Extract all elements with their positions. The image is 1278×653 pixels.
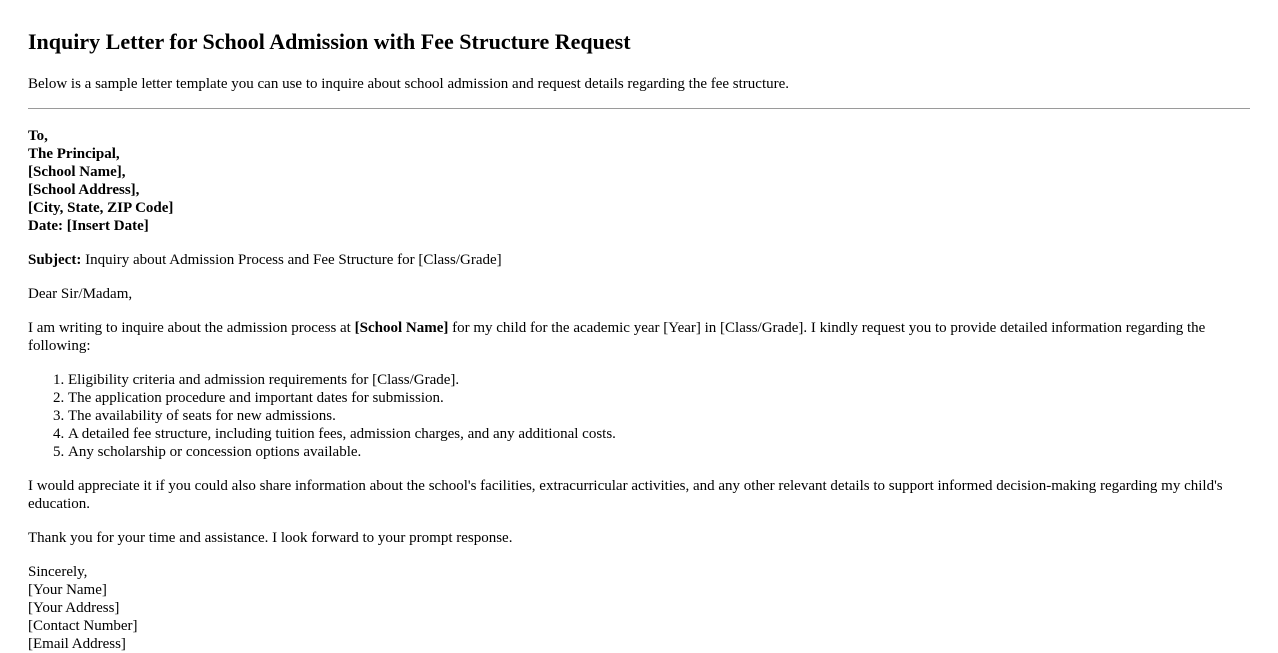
signoff [28,563,1250,653]
page-title: Inquiry Letter for School Admission with Fee Structure Request [28,29,631,54]
body-intro [28,319,1250,355]
thanks-paragraph: Thank you for your time and assistance. I look forward to your prompt response. [28,530,513,546]
list-item: 2. The application procedure and important dates for submission. [68,389,1250,407]
list-item: 1. Eligibility criteria and admission requirements for [Class/Grade]. [68,371,1250,389]
address-line: [City, State, ZIP Code] [28,200,174,216]
school-name-placeholder: [School Name] [354,320,449,336]
signoff-line: Sincerely, [28,564,88,580]
body-intro-text: I am writing to inquire about the admission process at [28,320,355,336]
subject-text: Inquiry about Admission Process and Fee Structure for [Class/Grade] [81,252,502,268]
list-item: 4. A detailed fee structure, including tuition fees, admission charges, and any additional costs. [68,425,1250,443]
closing-paragraph: I would appreciate it if you could also share information about the school's facilities, extracurricular activities, and any other relevant details to support informed decision-making regarding my child's education. [28,478,1223,512]
signoff-line: [Contact Number] [28,618,138,634]
address-line: To, [28,128,48,144]
subject-label: Subject: [28,252,82,268]
address-line: The Principal, [28,146,120,162]
body-intro-text: for my child for the academic year [Year] in [Class/Grade]. I kindly request you to provide detailed information regarding the following: [28,320,1206,354]
request-list [28,371,1250,461]
divider [28,108,1250,109]
recipient-address [28,127,1250,235]
list-item: 3. The availability of seats for new admissions. [68,407,1250,425]
address-line: [School Address], [28,182,140,198]
salutation: Dear Sir/Madam, [28,286,133,302]
signoff-line: [Your Address] [28,600,120,616]
subject-line [28,251,1250,269]
signoff-line: [Your Name] [28,582,107,598]
letter-body [28,127,1250,653]
intro-text: Below is a sample letter template you can use to inquire about school admission and request details regarding the fee structure. [28,76,790,92]
signoff-line: [Email Address] [28,636,126,652]
list-item: 5. Any scholarship or concession options available. [68,443,1250,461]
address-line: Date: [Insert Date] [28,218,149,234]
address-line: [School Name], [28,164,126,180]
